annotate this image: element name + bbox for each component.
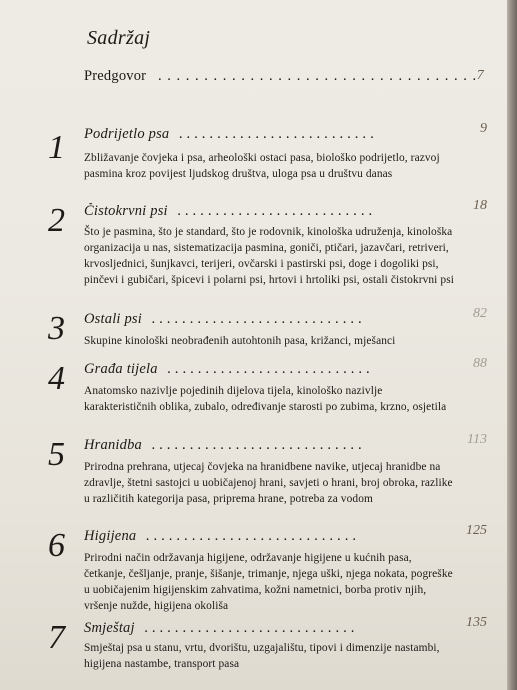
- chapter-number: 3: [48, 310, 65, 347]
- leader-dots: . . . . . . . . . . . . . . . . . . . . . . . . . . . .: [151, 437, 363, 453]
- chapter-heading: [84, 437, 414, 454]
- chapter-title: Ostali psi: [84, 311, 142, 327]
- chapter-description: Što je pasmina, što je standard, što je rodovnik, kinološka udruženja, kinološka organizacija u nas, sistematizacija pasmina, goniči, ptičari, jazavčari, retriveri, krvosljednici, šunjkavci, terijeri, ovčarski i pastirski psi, doge i dogoliki psi, pinčevi i gubičari, špicevi i polarni psi, hrtovi i hrtoliki psi, ostali čistokrvni psi: [84, 226, 454, 286]
- chapter-page-number: 135: [466, 615, 487, 630]
- preface-dots: . . . . . . . . . . . . . . . . . . . . . . . . . . . . . . . . . . .: [158, 68, 478, 84]
- chapter-title: Higijena: [84, 528, 137, 544]
- chapter-page-number: 9: [480, 121, 487, 136]
- chapter-description: Prirodni način održavanja higijene, održavanje higijene u kućnih pasa, četkanje, češljanje, pranje, šišanje, trimanje, njega uški, njega nokata, pogreške u uobičajenim higijenskim zahvatima, kožni nametnici, borba protiv njih, vršenje nužde, higijena okoliša: [84, 552, 453, 612]
- chapter-description: Zbližavanje čovjeka i psa, arheološki ostaci pasa, biološko podrijetlo, razvoj pasmina kroz povijest ljudskog društva, uloga psa u društvu danas: [84, 152, 440, 180]
- leader-dots: . . . . . . . . . . . . . . . . . . . . . . . . . .: [179, 126, 375, 142]
- leader-dots: . . . . . . . . . . . . . . . . . . . . . . . . . . . .: [151, 311, 363, 327]
- chapter-title: Građa tijela: [84, 361, 158, 377]
- chapter-number: 5: [48, 436, 65, 473]
- chapter-heading: [84, 528, 414, 545]
- chapter-page-number: 88: [473, 356, 487, 371]
- leader-dots: . . . . . . . . . . . . . . . . . . . . . . . . . . .: [167, 361, 371, 377]
- chapter-title: Podrijetlo psa: [84, 126, 170, 142]
- preface-page-number: 7: [476, 68, 484, 83]
- chapter-heading: [84, 126, 414, 143]
- chapter-heading: [84, 620, 414, 637]
- preface-label: Predgovor: [84, 68, 147, 84]
- chapter-description: Smještaj psa u stanu, vrtu, dvorištu, uzgajalištu, tipovi i dimenzije nastambi, higijena nastambe, transport pasa: [84, 642, 440, 670]
- chapter-heading: [84, 203, 414, 220]
- chapter-description: Prirodna prehrana, utjecaj čovjeka na hranidbene navike, utjecaj hranidbe na zdravlje, štetni sastojci u uobičajenoj hrani, savjeti o hrani, broj obroka, razlike u različitih kategorija pasa, priprema hrane, potreba za vodom: [84, 461, 453, 505]
- chapter-title: Hranidba: [84, 437, 142, 453]
- leader-dots: . . . . . . . . . . . . . . . . . . . . . . . . . . . .: [146, 528, 357, 544]
- chapter-heading: [84, 361, 414, 378]
- leader-dots: . . . . . . . . . . . . . . . . . . . . . . . . . . . .: [144, 620, 355, 636]
- toc-entry-preface: [84, 68, 484, 85]
- chapter-page-number: 18: [473, 198, 487, 213]
- chapter-page-number: 113: [467, 432, 487, 447]
- page-title: Sadržaj: [87, 27, 151, 49]
- chapter-description: Anatomsko nazivlje pojedinih dijelova tijela, kinološko nazivlje karakterističnih oblika, zubalo, određivanje starosti po zubima, krzno, osjetila: [84, 385, 447, 413]
- chapter-page-number: 82: [473, 306, 487, 321]
- chapter-title: Smještaj: [84, 620, 135, 636]
- chapter-description: Skupine kinološki neobrađenih autohtonih pasa, križanci, mješanci: [84, 335, 396, 347]
- chapter-number: 2: [48, 202, 65, 239]
- chapter-number: 4: [48, 360, 65, 397]
- chapter-number: 6: [48, 527, 65, 564]
- chapter-title: Čistokrvni psi: [84, 203, 168, 219]
- chapter-number: 7: [48, 619, 65, 656]
- page-edge-shadow: [507, 0, 517, 690]
- chapter-page-number: 125: [466, 523, 487, 538]
- leader-dots: . . . . . . . . . . . . . . . . . . . . . . . . . .: [177, 203, 373, 219]
- chapter-number: 1: [48, 129, 65, 166]
- chapter-heading: [84, 311, 414, 328]
